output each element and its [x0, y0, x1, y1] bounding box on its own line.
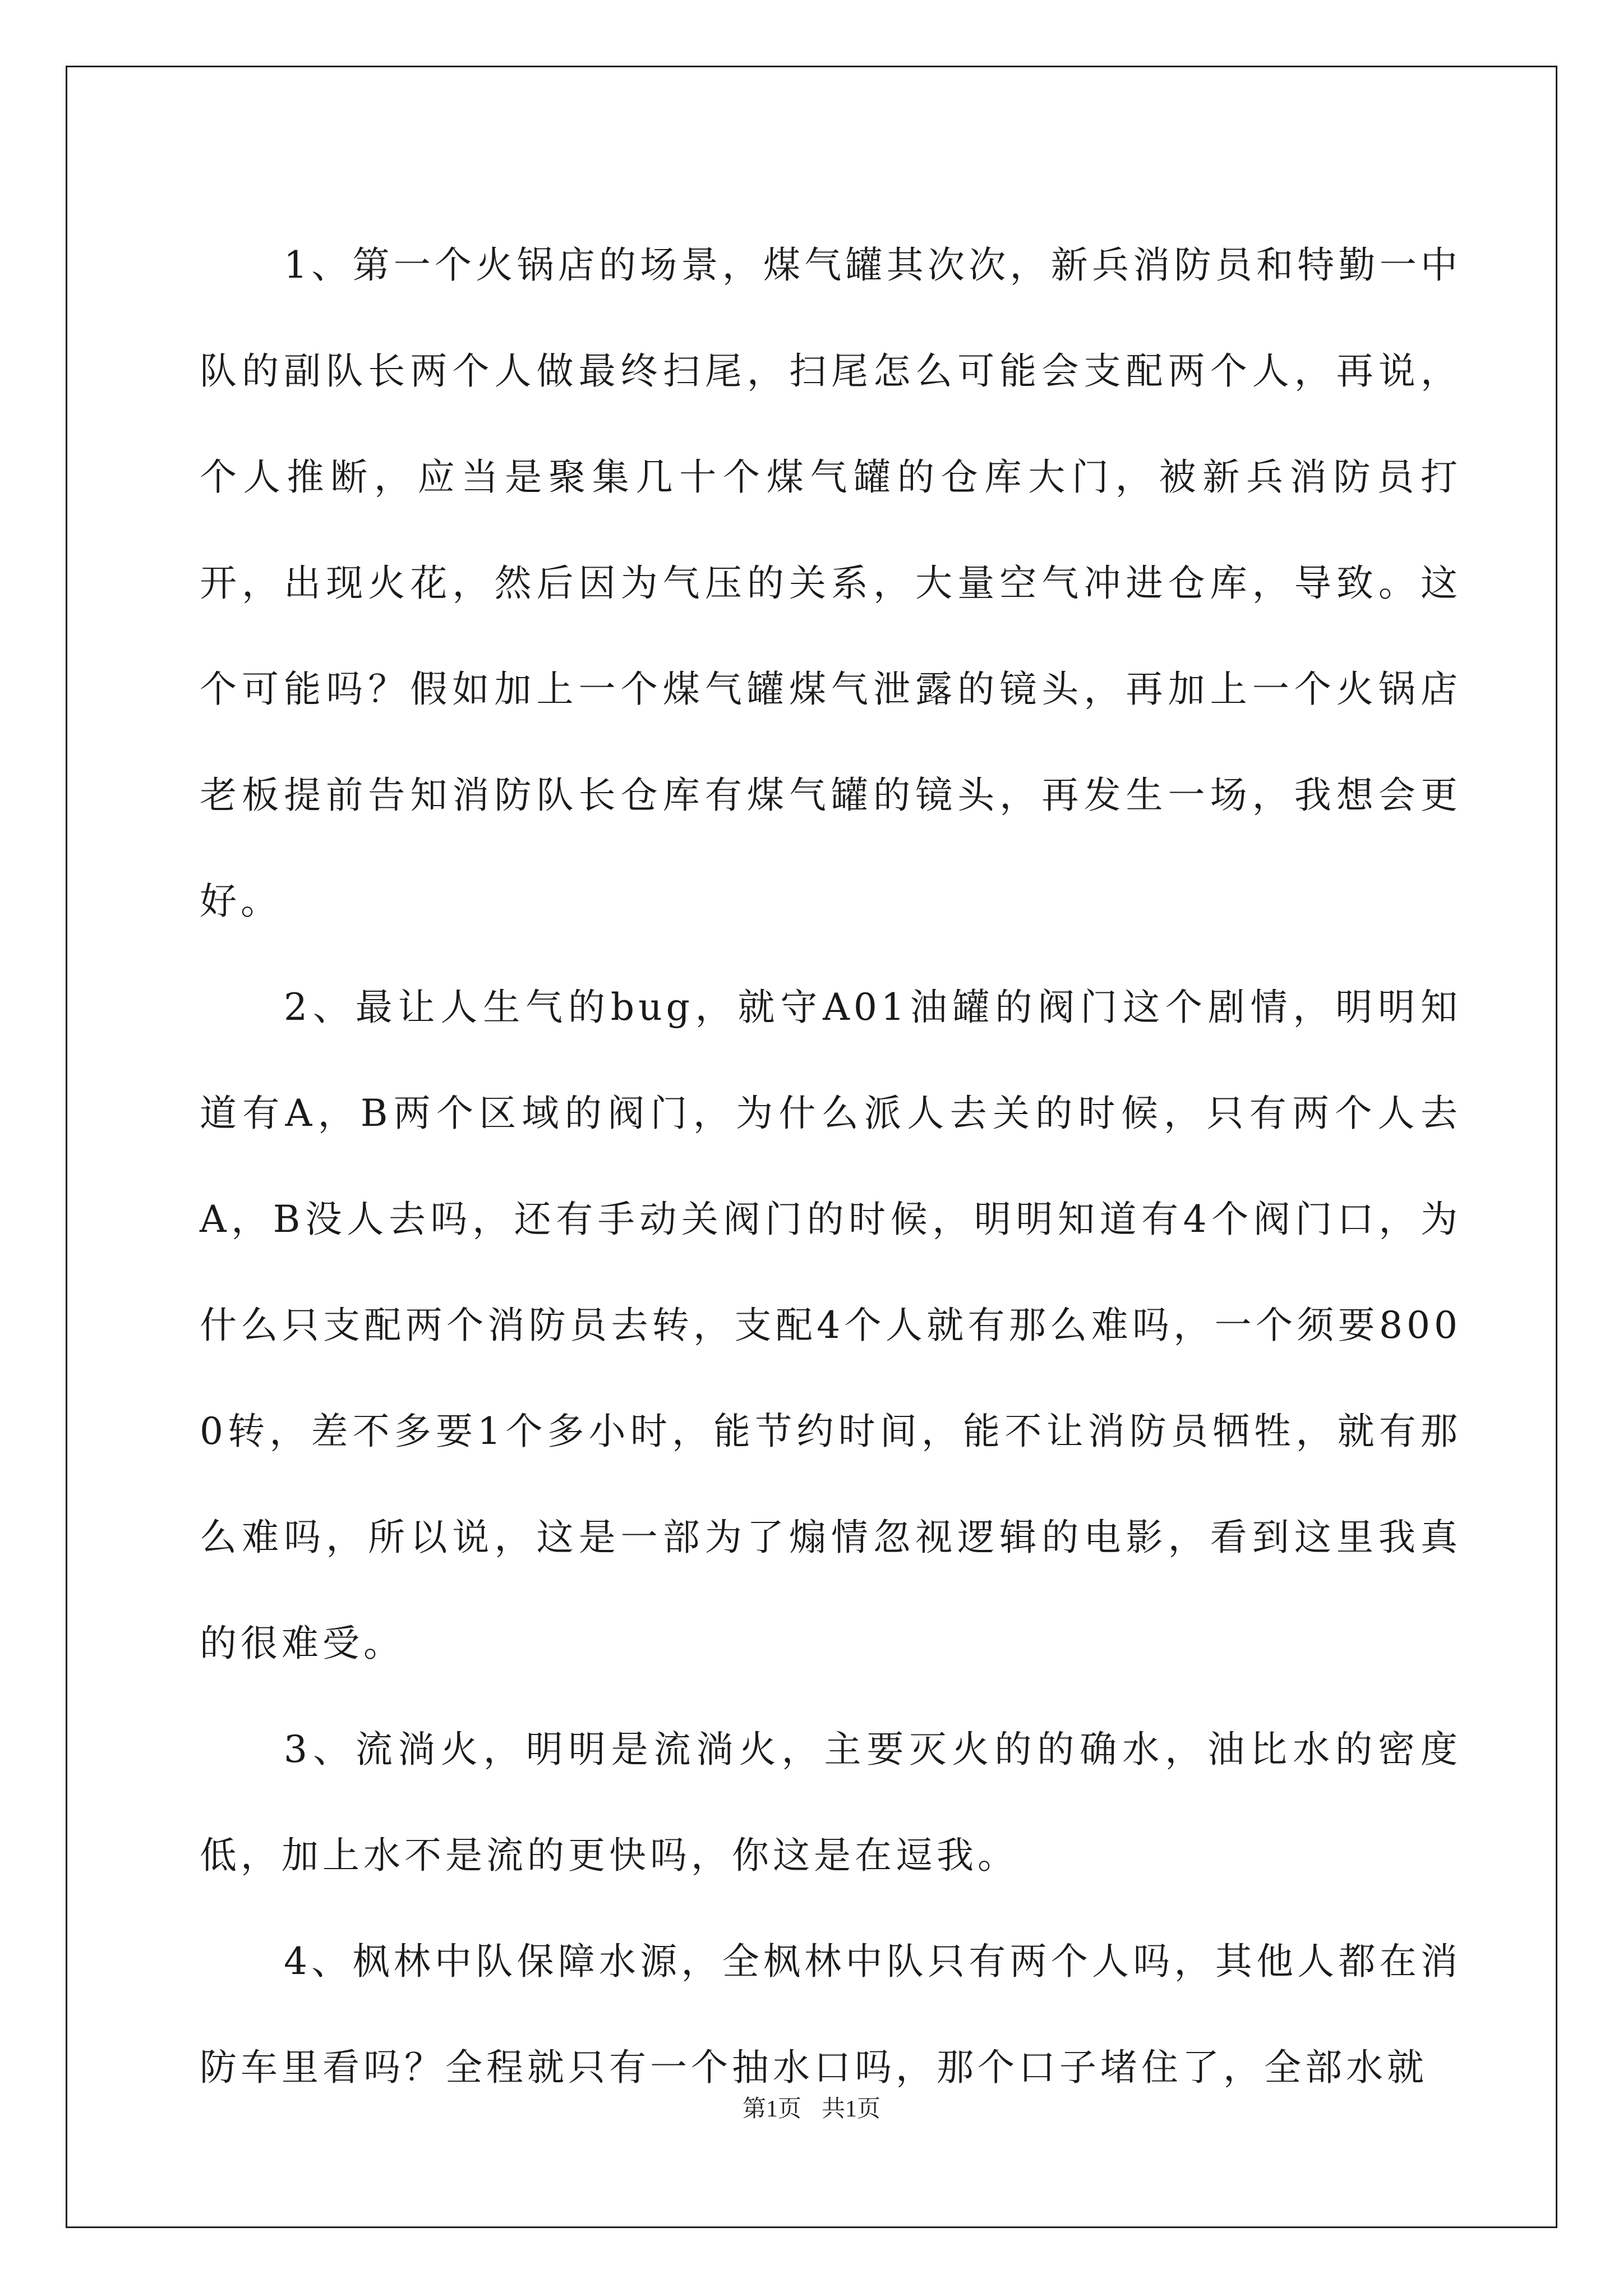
paragraph-2: 2、最让人生气的bug，就守A01油罐的阀门这个剧情，明明知道有A，B两个区域的阀门，为什么派人去关的时候，只有两个人去A，B没人去吗，还有手动关阀门的时候，明明知道有4个阀门口，为什么只支配两个消防员去转，支配4个人就有那么难吗，一个须要8000转，差不多要1个多小时，能节约时间，能不让消防员牺牲，就有那么难吗，所以说，这是一部为了煽情忽视逻辑的电影，看到这里我真的很难受。 [200, 986, 1461, 1665]
paragraph-4: 4、枫林中队保障水源，全枫林中队只有两个人吗，其他人都在消防车里看吗？全程就只有一个抽水口吗，那个口子堵住了，全部水就 [200, 1940, 1461, 2089]
page-number-current: 第1页 [742, 2096, 801, 2122]
page-footer [0, 2092, 1623, 2126]
paragraph-3: 3、流淌火，明明是流淌火，主要灭火的的确水，油比水的密度低，加上水不是流的更快吗，你这是在逗我。 [200, 1728, 1461, 1877]
document-body [200, 212, 1461, 2120]
paragraph-1: 1、第一个火锅店的场景，煤气罐其次次，新兵消防员和特勤一中队的副队长两个人做最终扫尾，扫尾怎么可能会支配两个人，再说，个人推断，应当是聚集几十个煤气罐的仓库大门，被新兵消防员打开，出现火花，然后因为气压的关系，大量空气冲进仓库，导致。这个可能吗？假如加上一个煤气罐煤气泄露的镜头，再加上一个火锅店老板提前告知消防队长仓库有煤气罐的镜头，再发生一场，我想会更好。 [200, 243, 1461, 923]
page-number-total: 共1页 [822, 2096, 881, 2122]
